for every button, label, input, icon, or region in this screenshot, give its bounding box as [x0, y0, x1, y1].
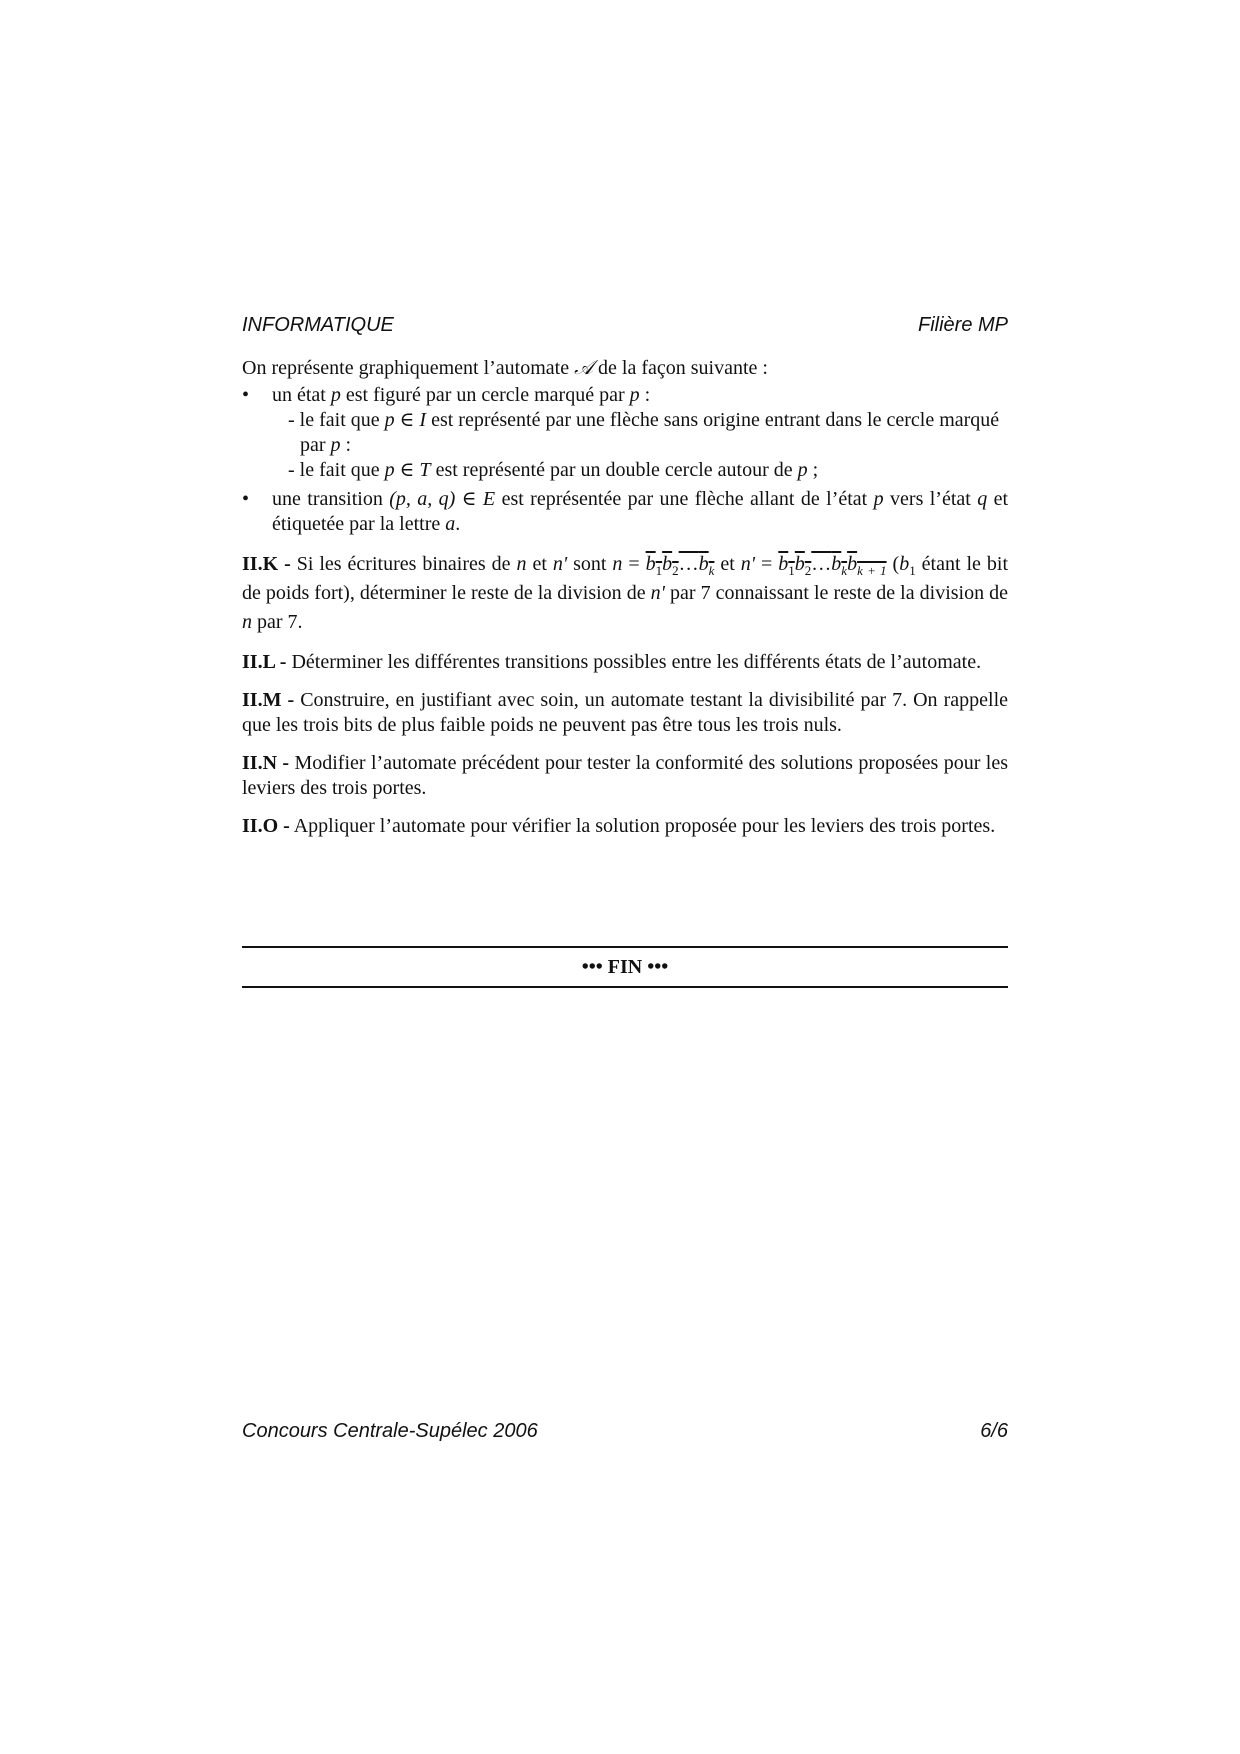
- question-label: II.L -: [242, 651, 287, 673]
- list-item-state: • un état p est figuré par un cercle marqué par p :: [242, 384, 651, 406]
- page-header: [242, 314, 1008, 344]
- question-II-N: II.N - Modifier l’automate précédent pour tester la conformité des solutions proposées pour les leviers des trois portes.: [242, 752, 1008, 799]
- bullet-icon: •: [242, 488, 250, 510]
- page-number: 6/6: [980, 1420, 1008, 1442]
- main-content: [242, 356, 1008, 839]
- binary-writing-n-prime: $b_1b_2\dots b_kb_{k + 1}$: [778, 553, 887, 578]
- sub-item-terminal: - le fait que p ∈ T est représenté par un double cercle autour de p ;: [288, 459, 819, 481]
- automaton-symbol: 𝒜: [574, 357, 594, 379]
- question-label: II.O -: [242, 815, 290, 837]
- list-item-transition: • une transition (p, a, q) ∈ E est représentée par une flèche allant de l’état p vers l’état q et étiquetée par la lettre a.: [242, 488, 1009, 535]
- end-marker: [242, 946, 1008, 988]
- track-label: Filière MP: [917, 314, 1008, 336]
- end-marker-text: ••• FIN •••: [581, 956, 669, 978]
- question-II-O: II.O - Appliquer l’automate pour vérifier la solution proposée pour les leviers des trois portes.: [242, 815, 996, 837]
- question-II-M: II.M - Construire, en justifiant avec soin, un automate testant la divisibilité par 7. On rappelle que les trois bits de plus faible poids ne peuvent pas être tous les trois nuls.: [242, 689, 1009, 736]
- page-footer: [242, 1420, 1008, 1450]
- intro-paragraph: On représente graphiquement l’automate 𝒜 de la façon suivante :: [242, 357, 768, 379]
- subject-label: INFORMATIQUE: [242, 314, 394, 336]
- question-II-K: II.K - Si les écritures binaires de n et n' sont $n = b_1b_2\dots b_k$ et $n' = b_1b_2\dots b_kb_{k + 1}$ ($b_1$ étant le bit de poids fort), déterminer le reste de la division de n' par 7 connaissant le reste de la division de n par 7.: [242, 553, 1009, 633]
- contest-label: Concours Centrale-Supélec 2006: [242, 1420, 538, 1442]
- question-label: II.M -: [242, 689, 295, 711]
- bullet-icon: •: [242, 384, 250, 406]
- sub-item-initial: - le fait que p ∈ I est représenté par une flèche sans origine entrant dans le cercle marqué par p :: [288, 409, 1000, 456]
- question-label: II.K -: [242, 553, 291, 575]
- binary-writing-n: $b_1b_2\dots b_k$: [645, 553, 715, 578]
- question-label: II.N -: [242, 752, 290, 774]
- question-II-L: II.L - Déterminer les différentes transitions possibles entre les différents états de l’automate.: [242, 651, 982, 673]
